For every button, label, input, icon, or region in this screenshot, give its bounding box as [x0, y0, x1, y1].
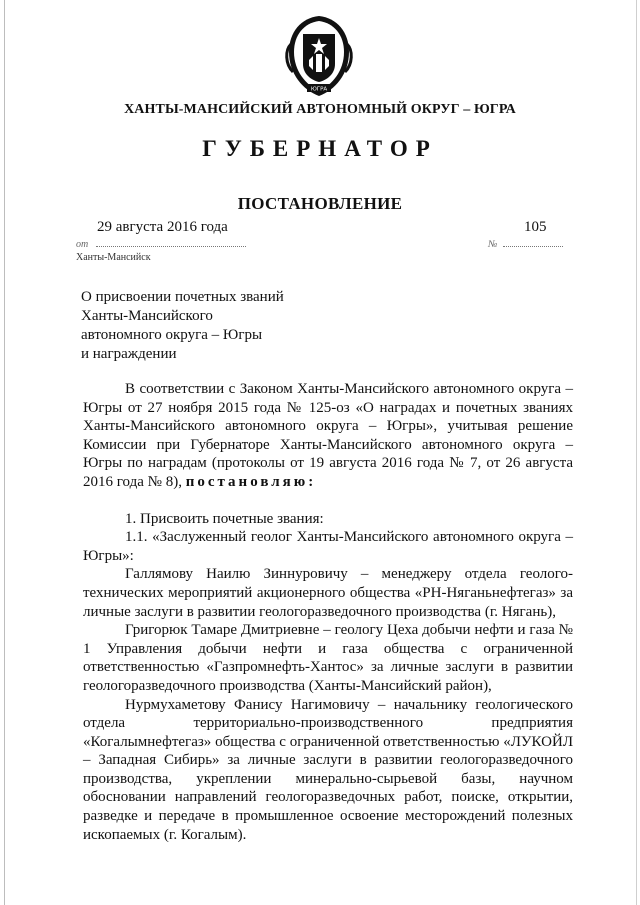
- city-label: Ханты-Мансийск: [76, 252, 151, 263]
- document-body: [83, 380, 573, 844]
- clause-1: 1. Присвоить почетные звания:: [125, 510, 324, 527]
- number-label: №: [488, 239, 498, 250]
- emblem-ribbon-text: ЮГРА: [310, 86, 328, 93]
- award-paragraph: Нурмухаметову Фанису Нагимовичу – начальнику геологического отдела территориально-производственного предприятия «Когалымнефтегаз» общества с ограниченной ответственностью «ЛУКОЙЛ – Западная Сибирь» за личные заслуги в развитии геологоразведочного производства, укреплении минерально-сырьевой базы, научном обосновании направлений геологоразведочных работ, поиске, открытии, разведке и передаче в промышленное освоение месторождений полезных ископаемых (г. Когалым).: [83, 696, 573, 843]
- coat-of-arms-emblem: [283, 14, 355, 98]
- subject-line: автономного округа – Югры: [81, 327, 263, 343]
- document-number: 105: [524, 219, 547, 235]
- date-underline: [96, 246, 246, 247]
- subject-line: и награждении: [81, 346, 177, 362]
- document-date: 29 августа 2016 года: [97, 219, 228, 235]
- governor-heading: ГУБЕРНАТОР: [202, 136, 438, 161]
- clause-1-1: 1.1. «Заслуженный геолог Ханты-Мансийского автономного округа – Югры»:: [83, 529, 573, 564]
- intro-paragraph: [83, 380, 573, 492]
- subject-line: О присвоении почетных званий: [81, 289, 284, 305]
- award-paragraph: Галлямову Наилю Зиннуровичу – менеджеру отдела геолого-технических мероприятий акционерного общества «РН-Няганьнефтегаз» за личные заслуги в развитии геологоразведочного производства (г. Нягань),: [83, 566, 573, 620]
- number-underline: [503, 246, 563, 247]
- region-title: ХАНТЫ-МАНСИЙСКИЙ АВТОНОМНЫЙ ОКРУГ – ЮГРА: [124, 102, 516, 117]
- document-type: ПОСТАНОВЛЕНИЕ: [237, 194, 403, 213]
- subject-line: Ханты-Мансийского: [81, 308, 213, 324]
- document-subject: [81, 288, 284, 364]
- resolve-word: постановляю:: [185, 473, 317, 490]
- award-paragraph: Григорюк Тамаре Дмитриевне – геологу Цеха добычи нефти и газа № 1 Управления добычи нефти и газа общества с ограниченной ответственностью «Газпромнефть-Хантос» за личные заслуги в развитии геологоразведочного производства (Ханты-Мансийский район),: [83, 622, 573, 694]
- date-label: от: [76, 239, 89, 250]
- intro-text: В соответствии с Законом Ханты-Мансийского автономного округа – Югры от 27 ноября 2015 года № 125-оз «О наградах и почетных званиях Ханты-Мансийского автономного округа – Югры», учитывая решение Комиссии при Губернаторе Ханты-Мансийского автономного округа – Югры по наградам (протоколы от 19 августа 2016 года № 7, от 26 августа 2016 года № 8),: [83, 381, 573, 490]
